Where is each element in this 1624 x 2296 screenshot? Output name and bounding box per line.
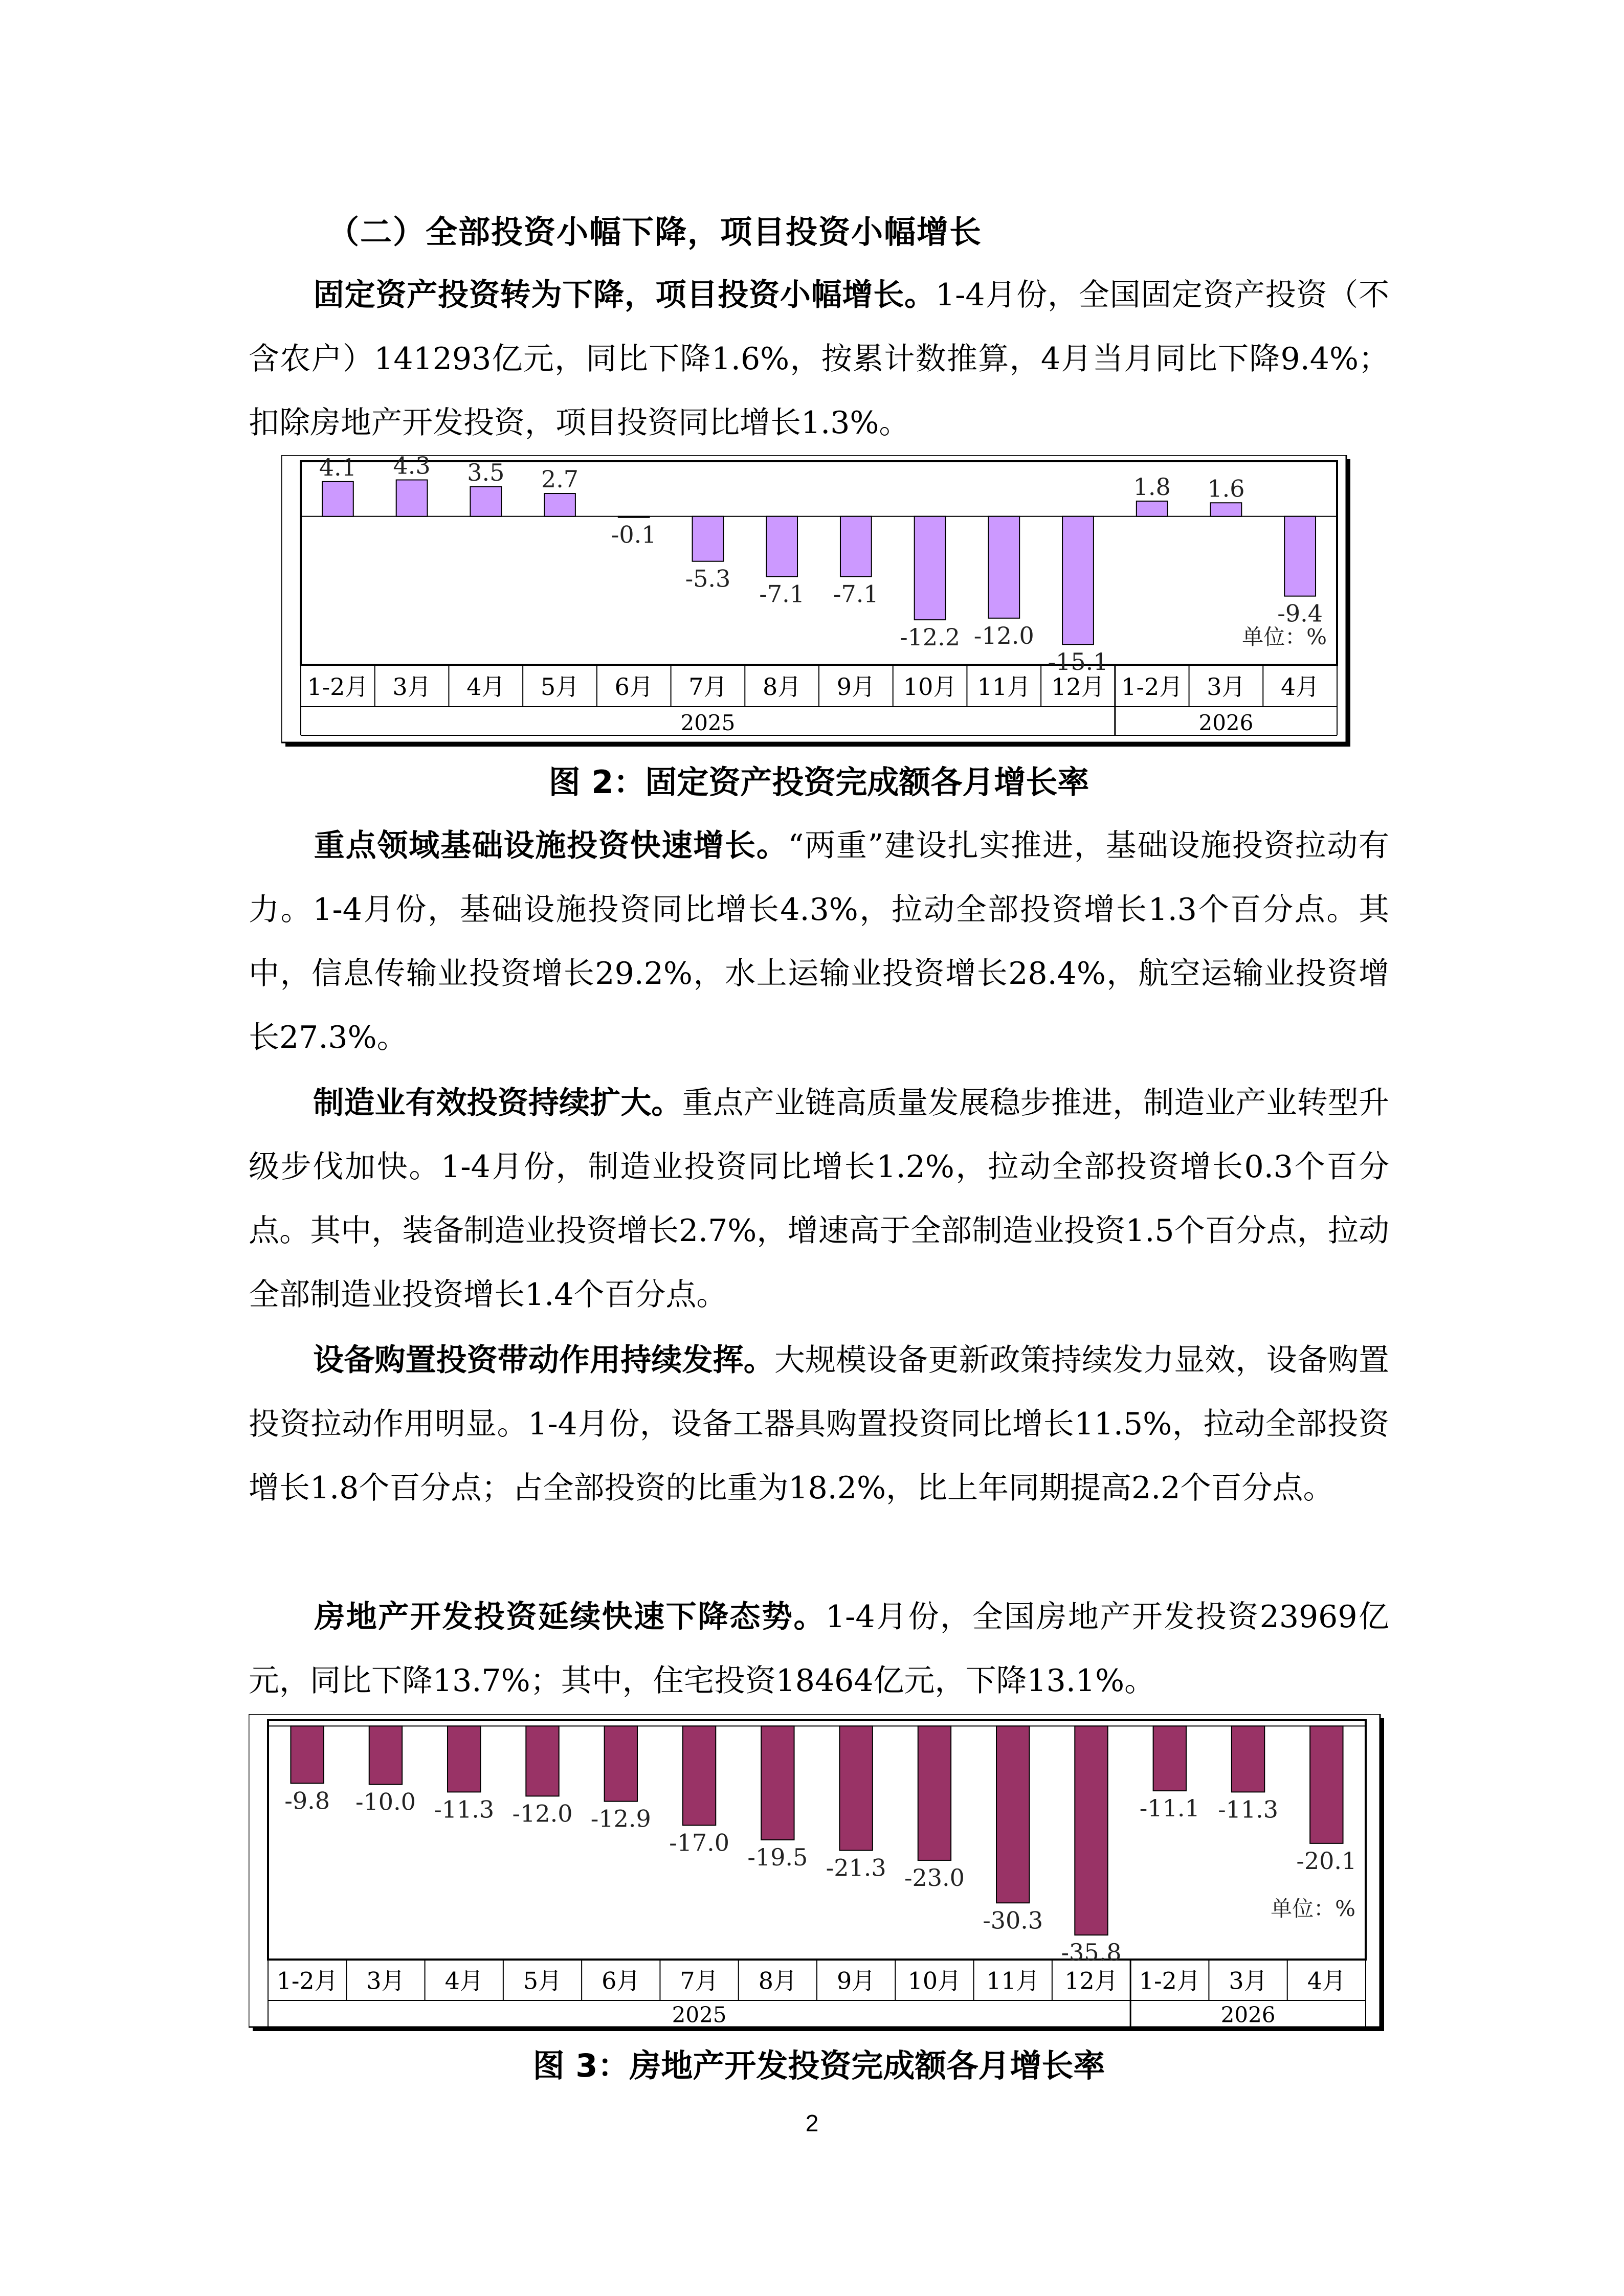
bar [1137,501,1168,516]
bar [840,516,872,577]
category-label: 4月 [444,1967,483,1995]
bar [618,516,650,517]
data-label: -12.0 [512,1799,573,1828]
fixed-asset-investment-chart [281,455,1350,747]
data-label: -30.3 [983,1906,1043,1934]
bar [996,1726,1029,1903]
figure-caption-3: 图 3：房地产开发投资完成额各月增长率 [532,2047,1105,2084]
data-label: -7.1 [759,580,805,608]
paragraph-lead: 固定资产投资转为下降，项目投资小幅增长。 [313,277,936,313]
paragraph-5 [249,1585,1389,1713]
category-label: 5月 [540,673,580,701]
data-label: 4.3 [393,455,431,480]
data-label: -17.0 [669,1829,730,1857]
chart-frame [249,1714,1380,2027]
category-label: 4月 [466,673,505,701]
data-label: -9.4 [1277,599,1323,627]
figure-caption-2: 图 2：固定资产投资完成额各月增长率 [548,763,1089,801]
chart-frame [281,455,1346,742]
bar [291,1726,323,1783]
data-label: -23.0 [904,1863,965,1892]
paragraph-4 [249,1329,1389,1520]
bar [1310,1726,1343,1843]
data-label: -0.1 [611,521,657,549]
bar [1062,516,1094,644]
data-label: -19.5 [747,1843,808,1871]
section-heading: （二）全部投资小幅下降，项目投资小幅增长 [327,213,983,251]
bar [396,480,428,516]
unit-label: 单位：% [1242,624,1327,649]
bar [918,1726,951,1860]
bar [761,1726,794,1840]
data-label: -15.1 [1048,648,1108,676]
data-label: -10.0 [355,1788,416,1816]
bar [1153,1726,1186,1791]
paragraph-lead: 重点领域基础设施投资快速增长。 [313,828,788,864]
paragraph-lead: 制造业有效投资持续扩大。 [313,1085,682,1121]
paragraph-lead: 房地产开发投资延续快速下降态势。 [313,1599,826,1635]
bar [683,1726,716,1825]
paragraph-2 [249,814,1389,1070]
data-label: 4.1 [319,455,357,481]
bar [526,1726,559,1796]
category-label: 1-2月 [307,673,369,701]
year-label: 2025 [680,710,736,735]
data-label: -7.1 [833,580,879,608]
page-number: 2 [805,2110,819,2136]
category-label: 11月 [986,1967,1040,1995]
category-label: 8月 [758,1967,797,1995]
real-estate-investment-chart [249,1714,1384,2031]
bar [470,487,501,516]
paragraph-body: 1-4月份，全国房地产开发投资23969亿元，同比下降13.7%；其中，住宅投资18464亿元，下降13.1%。 [249,1599,1389,1699]
category-label: 3月 [1207,673,1245,701]
paragraph-lead: 设备购置投资带动作用持续发挥。 [313,1342,774,1378]
bar [605,1726,637,1801]
category-label: 1-2月 [1139,1967,1200,1995]
data-label: -12.9 [590,1805,651,1833]
category-label: 5月 [523,1967,562,1995]
year-label: 2026 [1220,2002,1276,2028]
category-label: 3月 [1229,1967,1267,1995]
paragraph-body: 重点产业链高质量发展稳步推进，制造业产业转型升级步伐加快。1-4月份，制造业投资同比增长1.2%，拉动全部投资增长0.3个百分点。其中，装备制造业投资增长2.7%，增速高于全部制造业投资1.5个百分点，拉动全部制造业投资增长1.4个百分点。 [249,1085,1390,1313]
category-label: 12月 [1064,1967,1118,1995]
data-label: -12.0 [973,621,1034,649]
category-label: 3月 [366,1967,405,1995]
data-label: -11.1 [1139,1794,1200,1822]
data-label: -12.2 [900,623,961,651]
category-label: 12月 [1051,673,1105,701]
bar [1075,1726,1107,1935]
category-label: 7月 [688,673,727,701]
bar [1232,1726,1264,1792]
category-label: 4月 [1281,673,1320,701]
data-label: 2.7 [541,465,579,493]
bar [322,482,353,516]
paragraph-body: 大规模设备更新政策持续发力显效，设备购置投资拉动作用明显。1-4月份，设备工器具购置投资同比增长11.5%，拉动全部投资增长1.8个百分点；占全部投资的比重为18.2%，比上年同期提高2.2个百分点。 [249,1342,1389,1506]
category-label: 1-2月 [276,1967,338,1995]
bar [1211,503,1242,516]
bar [369,1726,402,1784]
category-label: 8月 [763,673,802,701]
bar [448,1726,480,1792]
year-label: 2025 [672,2002,727,2028]
category-label: 11月 [977,673,1031,701]
category-label: 3月 [392,673,431,701]
year-label: 2026 [1198,710,1254,735]
paragraph-body: 1-4月份，全国固定资产投资（不含农户）141293亿元，同比下降1.6%，按累计数推算，4月当月同比下降9.4%；扣除房地产开发投资，项目投资同比增长1.3%。 [249,277,1390,441]
bar [915,516,946,620]
data-label: -20.1 [1296,1847,1357,1875]
category-label: 9月 [836,673,875,701]
paragraph-3 [249,1071,1389,1327]
bar [544,493,575,516]
category-label: 1-2月 [1121,673,1183,701]
data-label: -11.3 [1218,1795,1279,1824]
bar [693,516,724,561]
category-label: 9月 [837,1967,876,1995]
category-label: 10月 [907,1967,962,1995]
category-label: 6月 [614,673,653,701]
bar [988,516,1019,618]
data-label: -5.3 [685,565,731,593]
bar [1284,516,1316,596]
unit-label: 单位：% [1271,1896,1355,1921]
data-label: 3.5 [467,458,505,486]
data-label: -11.3 [434,1795,495,1824]
bar [839,1726,872,1850]
data-label: -9.8 [284,1787,330,1815]
data-label: -35.8 [1061,1939,1122,1967]
category-label: 6月 [602,1967,640,1995]
paragraph-body: “两重”建设扎实推进，基础设施投资拉动有力。1-4月份，基础设施投资同比增长4.3%，拉动全部投资增长1.3个百分点。其中，信息传输业投资增长29.2%，水上运输业投资增长28.4%，航空运输业投资增长27.3%。 [249,828,1389,1055]
data-label: -21.3 [826,1854,886,1882]
data-label: 1.8 [1133,472,1171,501]
category-label: 7月 [680,1967,719,1995]
data-label: 1.6 [1207,475,1245,503]
bar [766,516,797,577]
category-label: 10月 [903,673,957,701]
paragraph-1 [249,263,1389,455]
category-label: 4月 [1307,1967,1346,1995]
